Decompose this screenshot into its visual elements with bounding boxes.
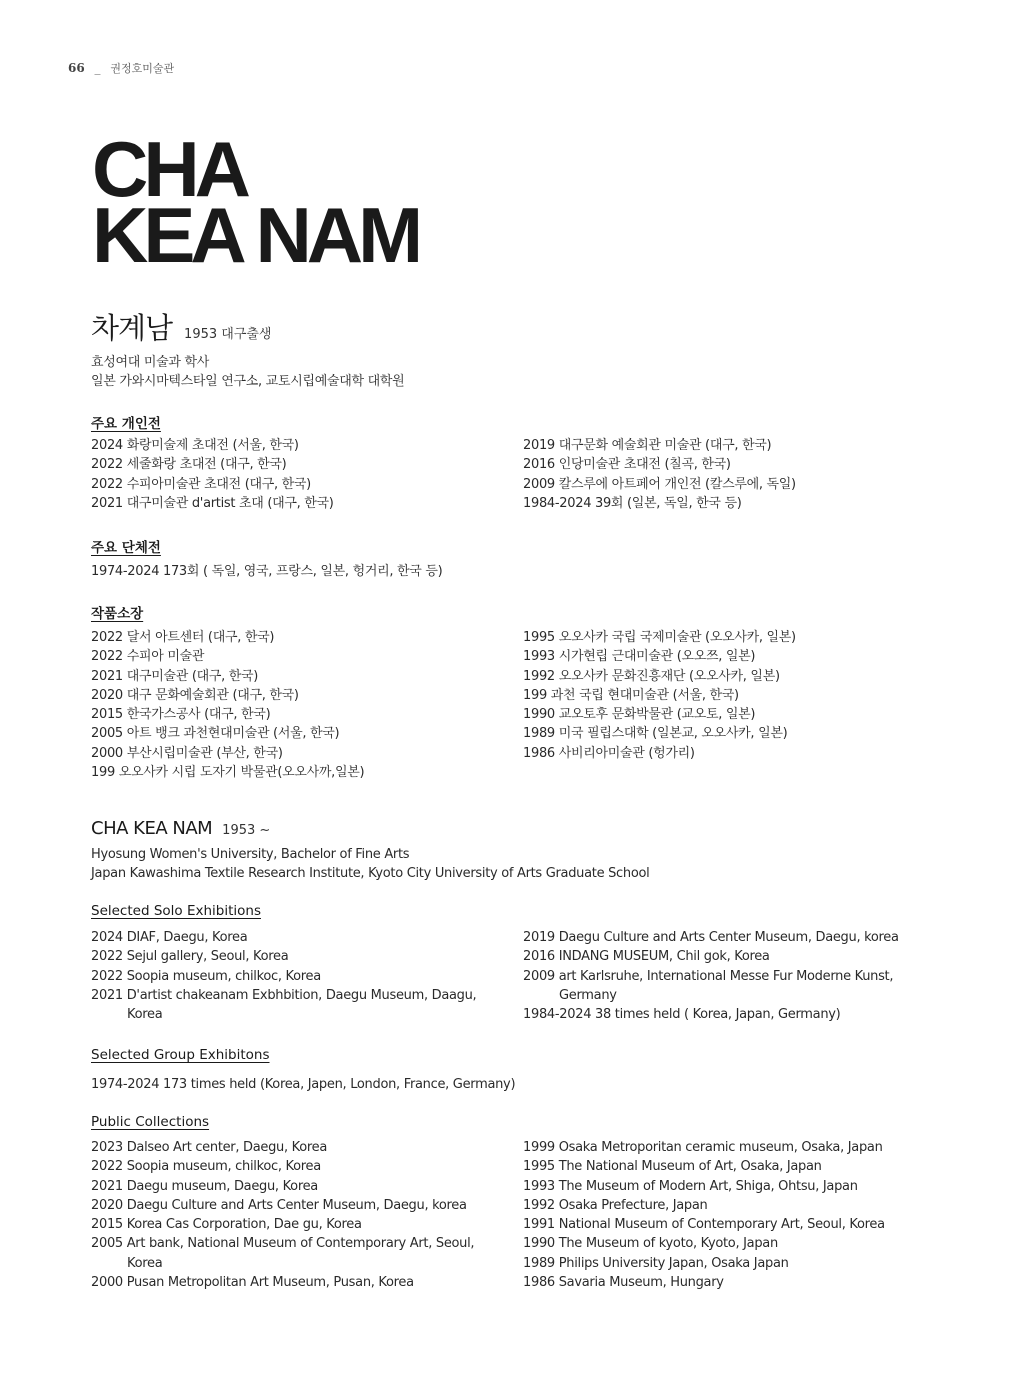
english-birth: 1953 ~ xyxy=(222,823,271,838)
korean-solo-item: 2021 대구미술관 d'artist 초대 (대구, 한국) xyxy=(91,495,334,511)
english-collection-item: 1993 The Museum of Modern Art, Shiga, Ohtsu, Japan xyxy=(523,1178,858,1194)
korean-collection-left-column xyxy=(91,628,523,782)
english-solo-item: 2022 Soopia museum, chilkoc, Korea xyxy=(91,968,321,984)
english-group-list xyxy=(91,1075,971,1094)
english-collection-item: 2020 Daegu Culture and Arts Center Museum, Daegu, korea xyxy=(91,1197,467,1213)
english-collection-list xyxy=(91,1138,971,1292)
english-education-line: Japan Kawashima Textile Research Institute, Kyoto City University of Arts Graduate School xyxy=(91,866,650,882)
korean-collection-item: 199 오오사카 시립 도자기 박물관(오오사까,일본) xyxy=(91,765,365,781)
english-solo-right-column xyxy=(523,928,963,1024)
english-name-row xyxy=(91,818,971,839)
english-solo-item-continued: Korea xyxy=(127,1007,163,1023)
korean-collection-item: 1993 시가현립 근대미술관 (오오쯔, 일본) xyxy=(523,649,756,665)
korean-collection-right-column xyxy=(523,628,963,782)
korean-collection-item: 1986 사비리아미술관 (헝가리) xyxy=(523,745,695,761)
header-separator: _ xyxy=(94,61,101,75)
english-education xyxy=(91,845,971,884)
english-collection-left-column xyxy=(91,1138,523,1292)
page-number: 66 xyxy=(68,61,85,75)
artist-name-line-2: KEA NAM xyxy=(92,191,419,279)
korean-group-list xyxy=(91,562,971,581)
english-collection-item: 1986 Savaria Museum, Hungary xyxy=(523,1275,724,1291)
english-solo-list xyxy=(91,928,971,1024)
english-collection-item: 2000 Pusan Metropolitan Art Museum, Pusan, Korea xyxy=(91,1275,414,1291)
english-collection-item: 2023 Dalseo Art center, Daegu, Korea xyxy=(91,1140,328,1155)
korean-birth: 1953 대구출생 xyxy=(184,327,272,342)
english-collection-item: 2005 Art bank, National Museum of Contemporary Art, Seoul, xyxy=(91,1236,475,1252)
korean-collection-item: 2020 대구 문화예술회관 (대구, 한국) xyxy=(91,687,299,703)
korean-collection-item: 1995 오오사카 국립 국제미술관 (오오사카, 일본) xyxy=(523,630,796,645)
korean-name: 차계남 xyxy=(91,311,173,345)
english-collection-item: 2022 Soopia museum, chilkoc, Korea xyxy=(91,1159,321,1175)
korean-collection-item: 1990 교오토후 문화박물관 (교오토, 일본) xyxy=(523,707,756,723)
korean-solo-item: 2016 인당미술관 초대전 (칠곡, 한국) xyxy=(523,457,731,473)
english-solo-item: 2016 INDANG MUSEUM, Chil gok, Korea xyxy=(523,949,770,965)
english-solo-item: 2021 D'artist chakeanam Exbhbition, Daegu Museum, Daagu, xyxy=(91,987,477,1003)
magazine-name: 권정호미술관 xyxy=(110,62,175,75)
korean-solo-item: 2009 칼스루에 아트페어 개인전 (칼스루에, 독일) xyxy=(523,476,796,492)
korean-collection-title: 작품소장 xyxy=(91,606,144,622)
english-solo-item: 2009 art Karlsruhe, International Messe Fur Moderne Kunst, xyxy=(523,968,894,984)
english-solo-item: 1984-2024 38 times held ( Korea, Japan, Germany) xyxy=(523,1007,841,1023)
korean-solo-list xyxy=(91,436,971,513)
korean-collection-item: 2021 대구미술관 (대구, 한국) xyxy=(91,668,259,684)
korean-group-title: 주요 단체전 xyxy=(91,540,161,556)
korean-name-row xyxy=(91,306,971,347)
artist-name-line-1: CHA xyxy=(92,125,246,213)
korean-collection-item: 2022 달서 아트센터 (대구, 한국) xyxy=(91,630,275,645)
korean-collection-item: 2015 한국가스공사 (대구, 한국) xyxy=(91,707,271,723)
korean-collection-item: 2000 부산시립미술관 (부산, 한국) xyxy=(91,745,283,761)
english-collection-item: 1999 Osaka Metroporitan ceramic museum, Osaka, Japan xyxy=(523,1140,883,1155)
english-collection-item: 1990 The Museum of kyoto, Kyoto, Japan xyxy=(523,1236,778,1252)
english-collection-item: 1989 Philips University Japan, Osaka Japan xyxy=(523,1255,789,1271)
korean-solo-item: 2019 대구문화 예술회관 미술관 (대구, 한국) xyxy=(523,438,772,453)
english-group-item: 1974-2024 173 times held (Korea, Japen, London, France, Germany) xyxy=(91,1077,516,1092)
english-education-line: Hyosung Women's University, Bachelor of Fine Arts xyxy=(91,847,410,862)
korean-solo-right-column xyxy=(523,436,963,513)
english-solo-item-continued: Germany xyxy=(559,987,617,1003)
english-collection-right-column xyxy=(523,1138,963,1292)
korean-education xyxy=(91,353,971,392)
korean-collection-item: 2005 아트 뱅크 과천현대미술관 (서울, 한국) xyxy=(91,726,340,742)
korean-solo-item: 2024 화랑미술제 초대전 (서울, 한국) xyxy=(91,438,299,453)
english-collection-title: Public Collections xyxy=(91,1114,210,1130)
english-solo-item: 2024 DIAF, Daegu, Korea xyxy=(91,930,248,945)
korean-group-item: 1974-2024 173회 ( 독일, 영국, 프랑스, 일본, 헝거리, 한국 등) xyxy=(91,564,443,579)
korean-solo-title: 주요 개인전 xyxy=(91,416,161,432)
english-solo-item: 2019 Daegu Culture and Arts Center Museum, Daegu, korea xyxy=(523,930,899,945)
english-solo-title: Selected Solo Exhibitions xyxy=(91,903,261,919)
korean-collection-item: 1989 미국 필립스대학 (일본교, 오오사카, 일본) xyxy=(523,726,788,742)
english-collection-item: 1995 The National Museum of Art, Osaka, Japan xyxy=(523,1159,822,1175)
english-name: CHA KEA NAM xyxy=(91,818,213,839)
korean-collection-item: 1992 오오사카 문화진흥재단 (오오사카, 일본) xyxy=(523,668,780,684)
korean-solo-item: 2022 세줄화랑 초대전 (대구, 한국) xyxy=(91,457,287,473)
korean-education-line: 효성여대 미술과 학사 xyxy=(91,355,209,370)
english-solo-item: 2022 Sejul gallery, Seoul, Korea xyxy=(91,949,289,965)
english-collection-item: 2015 Korea Cas Corporation, Dae gu, Korea xyxy=(91,1217,362,1233)
korean-solo-item: 2022 수피아미술관 초대전 (대구, 한국) xyxy=(91,476,311,492)
english-solo-left-column xyxy=(91,928,523,1024)
korean-solo-left-column xyxy=(91,436,523,513)
korean-education-line: 일본 가와시마텍스타일 연구소, 교토시립예술대학 대학원 xyxy=(91,374,405,390)
page-header xyxy=(68,60,174,76)
english-collection-item: 2021 Daegu museum, Daegu, Korea xyxy=(91,1178,318,1194)
korean-collection-list xyxy=(91,628,971,782)
korean-collection-item: 199 과천 국립 현대미술관 (서울, 한국) xyxy=(523,687,739,703)
korean-collection-item: 2022 수피아 미술관 xyxy=(91,649,205,665)
artist-name-title xyxy=(92,125,419,279)
english-collection-item: 1992 Osaka Prefecture, Japan xyxy=(523,1197,708,1213)
english-collection-item-continued: Korea xyxy=(127,1255,163,1271)
korean-solo-item: 1984-2024 39회 (일본, 독일, 한국 등) xyxy=(523,495,742,511)
english-collection-item: 1991 National Museum of Contemporary Art, Seoul, Korea xyxy=(523,1217,885,1233)
english-group-title: Selected Group Exhibitons xyxy=(91,1047,270,1063)
